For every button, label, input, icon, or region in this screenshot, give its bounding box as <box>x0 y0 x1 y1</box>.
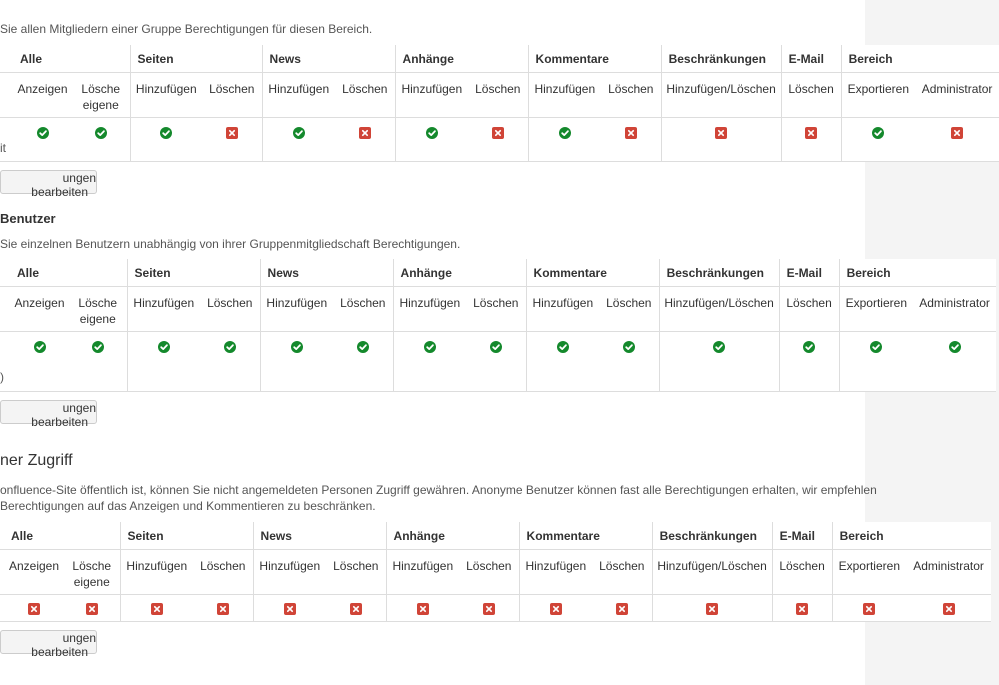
subheader-administrator: Administrator <box>913 287 996 332</box>
user-permissions-table <box>0 259 996 392</box>
check-circle-icon <box>870 341 882 353</box>
permission-cell <box>4 595 64 622</box>
check-circle-icon <box>34 341 46 353</box>
group-header-alle: Alle <box>13 45 130 73</box>
permission-cell <box>202 118 262 162</box>
cross-square-icon <box>550 603 562 615</box>
group-header-news: News <box>260 259 393 287</box>
subheader-beschraenkungen-hinzufuegen-loeschen: Hinzufügen/Löschen <box>659 287 779 332</box>
subheader-news-hinzufuegen: Hinzufügen <box>253 550 326 595</box>
cross-square-icon <box>492 127 504 139</box>
permission-cell <box>519 595 592 622</box>
group-header-news: News <box>262 45 395 73</box>
group-header-anhaenge: Anhänge <box>393 259 526 287</box>
permission-cell <box>601 118 661 162</box>
group-header-email: E-Mail <box>779 259 839 287</box>
cross-square-icon <box>706 603 718 615</box>
permission-cell <box>13 118 72 162</box>
user-permissions-title: Benutzer <box>0 211 56 226</box>
subheader-seiten-hinzufuegen: Hinzufügen <box>127 287 200 332</box>
subheader-seiten-hinzufuegen: Hinzufügen <box>120 550 193 595</box>
permission-cell <box>127 332 200 392</box>
group-header-seiten: Seiten <box>130 45 262 73</box>
permission-cell <box>395 118 468 162</box>
check-circle-icon <box>37 127 49 139</box>
permission-cell <box>262 118 335 162</box>
permission-cell <box>200 332 260 392</box>
check-circle-icon <box>949 341 961 353</box>
group-header-email: E-Mail <box>781 45 841 73</box>
subheader-seiten-loeschen: Löschen <box>193 550 253 595</box>
cross-square-icon <box>943 603 955 615</box>
subheader-administrator: Administrator <box>915 73 999 118</box>
group-header-seiten: Seiten <box>120 522 253 550</box>
group-header-kommentare: Kommentare <box>519 522 652 550</box>
permission-cell <box>120 595 193 622</box>
check-circle-icon <box>623 341 635 353</box>
check-circle-icon <box>872 127 884 139</box>
row-label: ) <box>0 370 4 384</box>
check-circle-icon <box>426 127 438 139</box>
subheader-seiten-loeschen: Löschen <box>200 287 260 332</box>
subheader-kommentare-hinzufuegen: Hinzufügen <box>519 550 592 595</box>
table-row <box>0 332 996 392</box>
cross-square-icon <box>616 603 628 615</box>
permission-cell <box>526 332 599 392</box>
subheader-exportieren: Exportieren <box>839 287 913 332</box>
subheader-exportieren: Exportieren <box>841 73 915 118</box>
group-header-alle: Alle <box>4 522 120 550</box>
group-header-anhaenge: Anhänge <box>386 522 519 550</box>
cross-square-icon <box>863 603 875 615</box>
group-permissions-table <box>0 45 999 162</box>
check-circle-icon <box>158 341 170 353</box>
permission-cell <box>386 595 459 622</box>
check-circle-icon <box>291 341 303 353</box>
group-header-beschraenkungen: Beschränkungen <box>659 259 779 287</box>
permission-cell <box>468 118 528 162</box>
permission-cell <box>130 118 202 162</box>
check-circle-icon <box>490 341 502 353</box>
row-label: it <box>0 141 6 155</box>
cross-square-icon <box>483 603 495 615</box>
group-header-seiten: Seiten <box>127 259 260 287</box>
permission-cell <box>253 595 326 622</box>
subheader-kommentare-loeschen: Löschen <box>601 73 661 118</box>
cross-square-icon <box>284 603 296 615</box>
permission-cell <box>69 332 127 392</box>
subheader-seiten-hinzufuegen: Hinzufügen <box>130 73 202 118</box>
subheader-kommentare-hinzufuegen: Hinzufügen <box>526 287 599 332</box>
subheader-email-loeschen: Löschen <box>779 287 839 332</box>
permission-cell <box>459 595 519 622</box>
permission-cell <box>915 118 999 162</box>
anonymous-access-title: ner Zugriff <box>0 452 73 469</box>
permission-cell <box>335 118 395 162</box>
permission-cell <box>839 332 913 392</box>
check-circle-icon <box>224 341 236 353</box>
check-circle-icon <box>557 341 569 353</box>
check-circle-icon <box>803 341 815 353</box>
subheader-news-loeschen: Löschen <box>326 550 386 595</box>
subheader-anhaenge-hinzufuegen: Hinzufügen <box>386 550 459 595</box>
subheader-loesche-eigene: Lösche eigene <box>72 73 130 118</box>
subheader-seiten-loeschen: Löschen <box>202 73 262 118</box>
table-row <box>0 595 991 622</box>
subheader-anhaenge-loeschen: Löschen <box>468 73 528 118</box>
edit-user-permissions-button[interactable]: ungen bearbeiten <box>0 400 97 424</box>
subheader-loesche-eigene: Lösche eigene <box>64 550 120 595</box>
permission-cell <box>599 332 659 392</box>
group-header-bereich: Bereich <box>832 522 991 550</box>
subheader-kommentare-hinzufuegen: Hinzufügen <box>528 73 601 118</box>
user-permissions-description: Sie einzelnen Benutzern unabhängig von ihrer Gruppenmitgliedschaft Berechtigungen. <box>0 237 461 251</box>
subheader-news-hinzufuegen: Hinzufügen <box>260 287 333 332</box>
subheader-exportieren: Exportieren <box>832 550 906 595</box>
cross-square-icon <box>359 127 371 139</box>
group-header-kommentare: Kommentare <box>526 259 659 287</box>
permission-cell <box>652 595 772 622</box>
edit-anonymous-permissions-button[interactable]: ungen bearbeiten <box>0 630 97 654</box>
permission-cell <box>193 595 253 622</box>
permission-cell <box>659 332 779 392</box>
subheader-anzeigen: Anzeigen <box>10 287 69 332</box>
subheader-anzeigen: Anzeigen <box>13 73 72 118</box>
permission-cell <box>906 595 991 622</box>
cross-square-icon <box>86 603 98 615</box>
cross-square-icon <box>350 603 362 615</box>
subheader-anhaenge-loeschen: Löschen <box>459 550 519 595</box>
cross-square-icon <box>151 603 163 615</box>
anonymous-access-description-line1: onfluence-Site öffentlich ist, können Sie nicht angemeldeten Personen Zugriff gewähren. Anonyme Benutzer können fast alle Berechtigungen erhalten, wir empfehlen <box>0 483 877 497</box>
permission-cell <box>528 118 601 162</box>
table-row <box>0 118 999 162</box>
permission-cell <box>832 595 906 622</box>
anonymous-permissions-table <box>0 522 991 622</box>
check-circle-icon <box>92 341 104 353</box>
cross-square-icon <box>805 127 817 139</box>
permission-cell <box>592 595 652 622</box>
check-circle-icon <box>357 341 369 353</box>
subheader-beschraenkungen-hinzufuegen-loeschen: Hinzufügen/Löschen <box>652 550 772 595</box>
permission-cell <box>64 595 120 622</box>
subheader-news-loeschen: Löschen <box>335 73 395 118</box>
edit-group-permissions-button[interactable]: ungen bearbeiten <box>0 170 97 194</box>
check-circle-icon <box>293 127 305 139</box>
permission-cell <box>466 332 526 392</box>
subheader-loesche-eigene: Lösche eigene <box>69 287 127 332</box>
check-circle-icon <box>95 127 107 139</box>
group-header-anhaenge: Anhänge <box>395 45 528 73</box>
permission-cell <box>841 118 915 162</box>
check-circle-icon <box>559 127 571 139</box>
permission-cell <box>333 332 393 392</box>
check-circle-icon <box>424 341 436 353</box>
permission-cell <box>781 118 841 162</box>
cross-square-icon <box>796 603 808 615</box>
subheader-anhaenge-hinzufuegen: Hinzufügen <box>393 287 466 332</box>
permission-cell <box>661 118 781 162</box>
subheader-email-loeschen: Löschen <box>772 550 832 595</box>
subheader-beschraenkungen-hinzufuegen-loeschen: Hinzufügen/Löschen <box>661 73 781 118</box>
cross-square-icon <box>715 127 727 139</box>
permission-cell <box>326 595 386 622</box>
subheader-news-loeschen: Löschen <box>333 287 393 332</box>
cross-square-icon <box>217 603 229 615</box>
subheader-news-hinzufuegen: Hinzufügen <box>262 73 335 118</box>
permission-cell <box>72 118 130 162</box>
group-header-beschraenkungen: Beschränkungen <box>652 522 772 550</box>
subheader-anzeigen: Anzeigen <box>4 550 64 595</box>
check-circle-icon <box>713 341 725 353</box>
group-header-bereich: Bereich <box>839 259 996 287</box>
group-header-kommentare: Kommentare <box>528 45 661 73</box>
group-header-alle: Alle <box>10 259 127 287</box>
cross-square-icon <box>226 127 238 139</box>
subheader-kommentare-loeschen: Löschen <box>592 550 652 595</box>
subheader-email-loeschen: Löschen <box>781 73 841 118</box>
group-permissions-description: Sie allen Mitgliedern einer Gruppe Berechtigungen für diesen Bereich. <box>0 22 373 36</box>
cross-square-icon <box>625 127 637 139</box>
cross-square-icon <box>28 603 40 615</box>
subheader-kommentare-loeschen: Löschen <box>599 287 659 332</box>
group-header-beschraenkungen: Beschränkungen <box>661 45 781 73</box>
cross-square-icon <box>417 603 429 615</box>
permission-cell <box>393 332 466 392</box>
subheader-anhaenge-hinzufuegen: Hinzufügen <box>395 73 468 118</box>
permission-cell <box>10 332 69 392</box>
anonymous-access-description-line2: Berechtigungen auf das Anzeigen und Kommentieren zu beschränken. <box>0 499 376 513</box>
check-circle-icon <box>160 127 172 139</box>
group-header-email: E-Mail <box>772 522 832 550</box>
cross-square-icon <box>951 127 963 139</box>
subheader-anhaenge-loeschen: Löschen <box>466 287 526 332</box>
permission-cell <box>260 332 333 392</box>
group-header-bereich: Bereich <box>841 45 999 73</box>
permission-cell <box>779 332 839 392</box>
permission-cell <box>772 595 832 622</box>
group-header-news: News <box>253 522 386 550</box>
permission-cell <box>913 332 996 392</box>
subheader-administrator: Administrator <box>906 550 991 595</box>
